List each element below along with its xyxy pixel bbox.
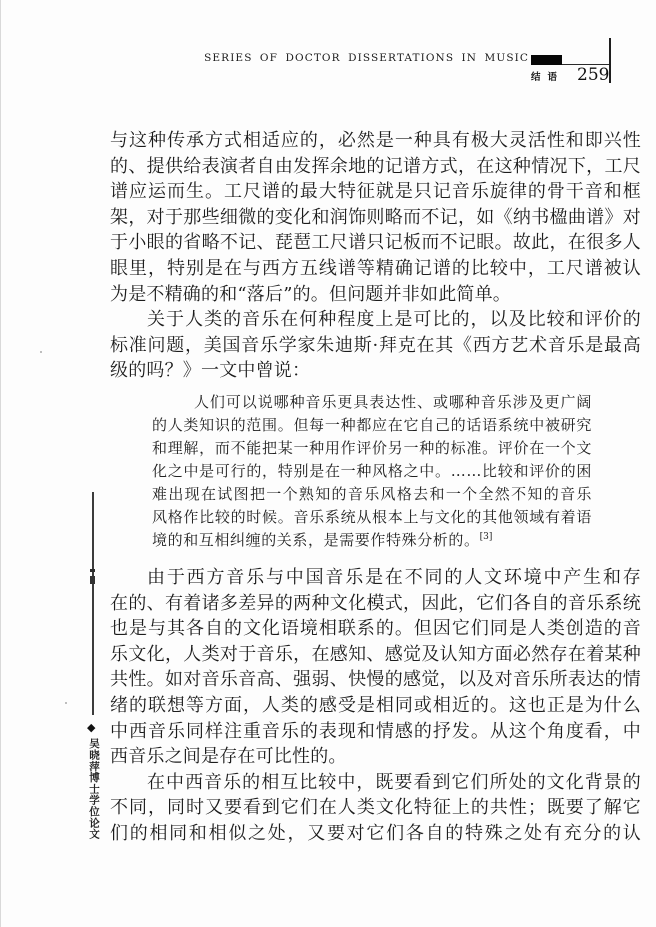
text-line: 的、提供给表演者自由发挥余地的记谱方式，在这种情况下，工尺	[110, 155, 641, 177]
text-line: 绪的联想等方面，人类的感受是相同或相近的。这也正是为什么	[110, 694, 641, 716]
text-line: 眼里，特别是在与西方五线谱等精确记谱的比较中，工尺谱被认	[110, 257, 641, 279]
text-line: 乐文化，人类对于音乐，在感知、感觉及认知方面必然存在着某种	[110, 643, 641, 665]
text-line: 为是不精确的和“落后”的。但问题并非如此简单。	[110, 283, 512, 305]
text-line: 西音乐之间是存在可比性的。	[110, 746, 347, 768]
text-line: 人们可以说哪种音乐更具表达性、或哪种音乐涉及更广阔	[194, 392, 592, 411]
text-line: 在的、有着诸多差异的两种文化模式，因此，它们各自的音乐系统	[110, 592, 641, 614]
paragraph-1	[110, 128, 641, 307]
text-line: 于小眼的省略不记、琵琶工尺谱只记板而不记眼。故此，在很多人	[110, 232, 641, 254]
text-line: 也是与其各自的文化语境相联系的。但因它们同是人类创造的音	[110, 618, 641, 640]
margin-rule	[92, 492, 94, 715]
scan-speck	[40, 351, 42, 353]
section-label: 结语	[531, 72, 565, 83]
text-line: 关于人类的音乐在何种程度上是可比的，以及比较和评价的	[147, 309, 641, 331]
text-line: 共性。如对音乐音高、强弱、快慢的感觉，以及对音乐所表达的情	[110, 669, 641, 691]
text-line: 谱应运而生。工尺谱的最大特征就是只记音乐旋律的骨干音和框	[110, 181, 641, 203]
paragraph-4	[110, 770, 641, 847]
paragraph-3	[110, 565, 641, 770]
scan-speck	[65, 702, 67, 704]
text-line: 标准问题，美国音乐学家朱迪斯·拜克在其《西方艺术音乐是最高	[110, 334, 641, 356]
page-number: 259	[577, 65, 610, 85]
text-line: 和理解，而不能把某一种用作评价另一种的标准。评价在一个文	[152, 438, 592, 457]
scan-edge-line	[0, 0, 1, 927]
series-title: SERIES OF DOCTOR DISSERTATIONS IN MUSIC	[204, 52, 529, 64]
margin-rule-mark	[90, 576, 95, 584]
text-line: 境的和互相纠缠的关系，是需要作特殊分析的。[3]	[152, 530, 493, 549]
page-body-text	[110, 128, 641, 846]
diamond-icon: ◆	[87, 721, 96, 734]
header-black-bar	[531, 55, 562, 65]
text-line: 风格作比较的时候。音乐系统从根本上与文化的其他领域有着语	[152, 507, 592, 526]
margin-rule-mark	[90, 569, 95, 572]
footnote-reference: [3]	[479, 531, 493, 542]
dissertation-vertical-title: 吴晓萍博士学位论文	[88, 738, 100, 840]
text-line: 不同，同时又要看到它们在人类文化特征上的共性；既要了解它	[110, 797, 641, 819]
text-line: 难出现在试图把一个熟知的音乐风格去和一个全然不知的音乐	[152, 484, 592, 503]
text-line: 们的相同和相似之处，又要对它们各自的特殊之处有充分的认	[110, 822, 641, 844]
paragraph-2	[110, 307, 641, 384]
text-line: 在中西音乐的相互比较中，既要看到它们所处的文化背景的	[147, 771, 641, 793]
text-line: 级的吗？》一文中曾说：	[110, 360, 311, 382]
text-line: 与这种传承方式相适应的，必然是一种具有极大灵活性和即兴性	[110, 130, 641, 151]
text-line: 中西音乐同样注重音乐的表现和情感的抒发。从这个角度看，中	[110, 720, 641, 742]
text-line: 由于西方音乐与中国音乐是在不同的人文环境中产生和存	[147, 566, 641, 588]
text-line: 化之中是可行的，特别是在一种风格之中。……比较和评价的困	[152, 461, 592, 480]
text-line: 架，对于那些细微的变化和润饰则略而不记，如《纳书楹曲谱》对	[110, 206, 641, 228]
text-line: 的人类知识的范围。但每一种都应在它自己的话语系统中被研究	[152, 415, 592, 434]
blockquote-baker	[152, 391, 592, 552]
